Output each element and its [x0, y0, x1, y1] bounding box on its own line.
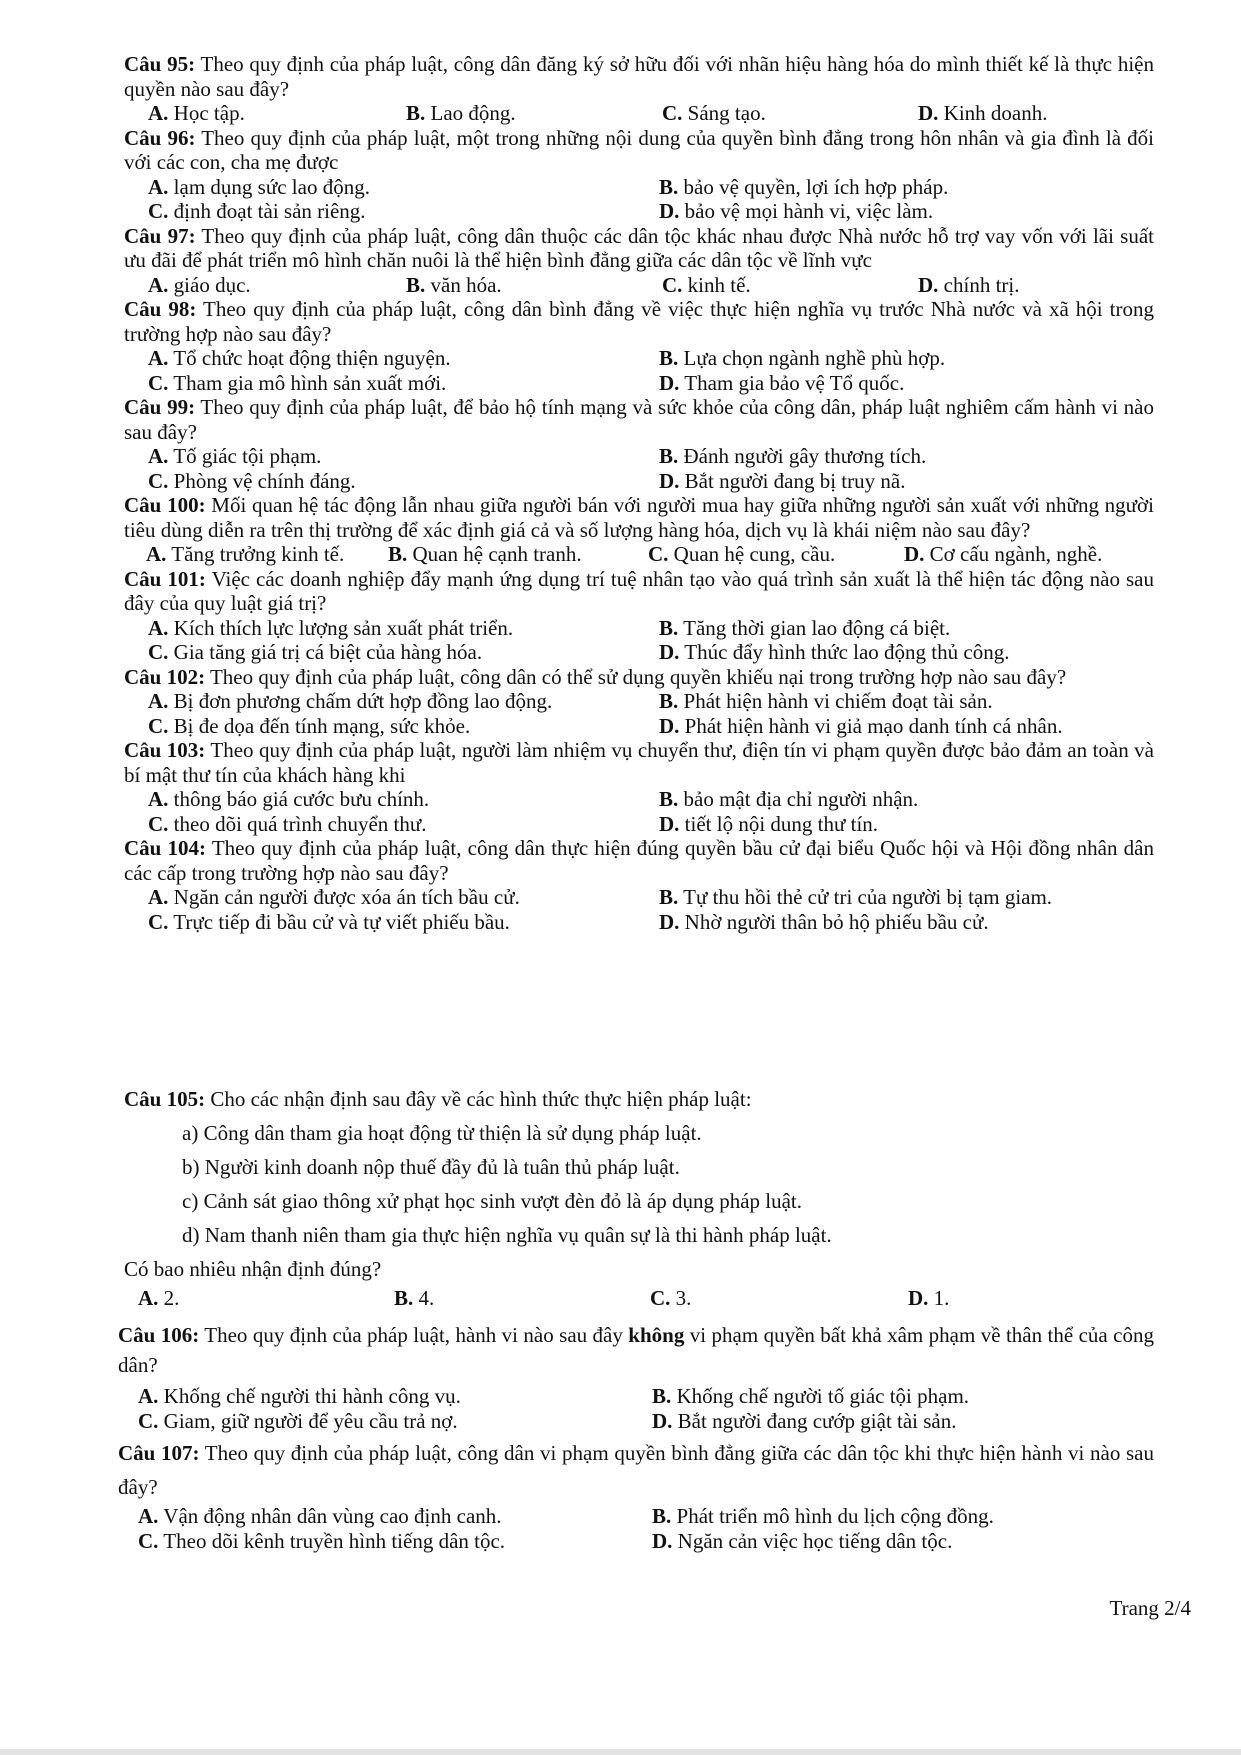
statement-d: d) Nam thanh niên tham gia thực hiện nghĩa vụ quân sự là thi hành pháp luật. — [182, 1223, 832, 1247]
option-text: Phát hiện hành vi chiếm đoạt tài sản. — [678, 689, 993, 713]
option-text: 4. — [413, 1286, 435, 1310]
option-text: bảo vệ quyền, lợi ích hợp pháp. — [678, 174, 949, 199]
question-stem — [124, 738, 1154, 787]
option-letter: C. — [138, 1528, 159, 1553]
option-text: Bắt người đang cướp giật tài sản. — [672, 1408, 957, 1433]
question-105 — [124, 1082, 1154, 1311]
answer-options — [124, 175, 1154, 224]
option-a[interactable] — [148, 885, 659, 910]
option-letter: B. — [659, 615, 679, 640]
option-c[interactable] — [138, 1529, 652, 1554]
option-text: Phát hiện hành vi giả mạo danh tính cá nhân. — [679, 713, 1063, 738]
option-letter: D. — [659, 640, 680, 664]
option-letter: B. — [652, 1384, 672, 1408]
question-text: Cho các nhận định sau đây về các hình thức thực hiện pháp luật: — [205, 1087, 752, 1111]
option-text: Phát triển mô hình du lịch cộng đồng. — [671, 1504, 994, 1528]
option-text: thông báo giá cước bưu chính. — [168, 787, 430, 811]
option-b[interactable] — [659, 444, 1178, 469]
option-c[interactable] — [650, 1286, 908, 1311]
statement-c: c) Cảnh sát giao thông xử phạt học sinh vượt đèn đỏ là áp dụng pháp luật. — [182, 1189, 803, 1213]
option-letter: A. — [148, 689, 169, 713]
option-d[interactable] — [904, 542, 1176, 567]
option-letter: B. — [659, 689, 679, 713]
option-letter: A. — [138, 1384, 159, 1408]
option-text: giáo dục. — [168, 272, 251, 297]
option-b[interactable] — [659, 346, 1178, 371]
option-a[interactable] — [138, 1384, 652, 1409]
option-letter: C. — [148, 811, 169, 836]
option-c[interactable] — [662, 273, 918, 298]
option-b[interactable] — [406, 273, 662, 298]
question-text: Theo quy định của pháp luật, người làm nhiệm vụ chuyển thư, điện tín vi phạm quyền được bảo đảm an toàn và bí mật thư tín của khách hàng khi — [124, 738, 1154, 787]
question-stem — [124, 297, 1154, 346]
option-text: Quan hệ cạnh tranh. — [407, 542, 582, 566]
option-letter: B. — [659, 787, 679, 811]
option-text: 3. — [670, 1286, 692, 1310]
question-text: Theo quy định của pháp luật, công dân bình đẳng về việc thực hiện nghĩa vụ trước Nhà nước và xã hội trong trường hợp nào sau đây? — [124, 297, 1154, 346]
option-b[interactable] — [659, 175, 1178, 200]
question-stem — [124, 395, 1154, 444]
question-stem — [124, 493, 1154, 542]
option-letter: B. — [406, 101, 426, 125]
option-letter: D. — [908, 1286, 929, 1310]
option-text: định đoạt tài sản riêng. — [168, 199, 366, 223]
option-text: Quan hệ cung, cầu. — [668, 542, 836, 566]
option-d[interactable] — [659, 640, 1178, 665]
option-text: Giam, giữ người để yêu cầu trả nợ. — [158, 1408, 458, 1433]
option-text: Gia tăng giá trị cá biệt của hàng hóa. — [168, 640, 483, 664]
option-letter: C. — [148, 199, 169, 223]
option-c[interactable] — [648, 542, 904, 567]
question-101 — [124, 567, 1154, 665]
option-text: Bị đe dọa đến tính mạng, sức khỏe. — [168, 713, 471, 738]
option-c[interactable] — [148, 910, 659, 935]
option-text: Nhờ người thân bỏ hộ phiếu bầu cử. — [679, 909, 989, 934]
option-text: Phòng vệ chính đáng. — [168, 468, 356, 493]
question-text: Theo quy định của pháp luật, để bảo hộ tính mạng và sức khỏe của công dân, pháp luật nghiêm cấm hành vi nào sau đây? — [124, 395, 1154, 444]
option-letter: B. — [394, 1286, 414, 1310]
option-b[interactable] — [388, 542, 648, 567]
option-c[interactable] — [148, 812, 659, 837]
option-letter: D. — [652, 1528, 673, 1553]
option-letter: B. — [406, 272, 426, 297]
option-a[interactable] — [148, 175, 659, 200]
option-b[interactable] — [652, 1504, 1174, 1529]
question-number: Câu 95: — [124, 52, 196, 76]
page-number: Trang 2/4 — [1109, 1596, 1191, 1620]
question-text: Theo quy định của pháp luật, công dân có thể sử dụng quyền khiếu nại trong trường hợp nào sau đây? — [205, 664, 1067, 689]
option-letter: C. — [148, 468, 169, 493]
option-a[interactable] — [148, 444, 659, 469]
option-letter: D. — [659, 811, 680, 836]
answer-options — [124, 444, 1154, 493]
option-letter: C. — [662, 101, 683, 125]
option-text: Tố giác tội phạm. — [168, 444, 322, 468]
option-letter: D. — [659, 370, 680, 395]
option-b[interactable] — [652, 1384, 1174, 1409]
question-prompt: Có bao nhiêu nhận định đúng? — [124, 1257, 382, 1281]
option-b[interactable] — [406, 101, 662, 126]
option-c[interactable] — [148, 469, 659, 494]
option-text: Sáng tạo. — [682, 101, 766, 125]
question-96 — [124, 126, 1154, 224]
question-text: Việc các doanh nghiệp đẩy mạnh ứng dụng trí tuệ nhân tạo vào quá trình sản xuất là thể hiện tác động nào sau đây của quy luật giá trị? — [124, 566, 1154, 615]
option-letter: D. — [659, 199, 680, 223]
question-text: Theo quy định của pháp luật, công dân vi phạm quyền bình đẳng giữa các dân tộc khi thực hiện hành vi nào sau đây? — [118, 1441, 1154, 1499]
option-text: Trực tiếp đi bầu cử và tự viết phiếu bầu. — [168, 909, 510, 934]
option-text: 2. — [158, 1286, 180, 1310]
answer-options — [124, 689, 1154, 738]
option-c[interactable] — [148, 640, 659, 665]
question-number: Câu 98: — [124, 297, 197, 321]
option-letter: B. — [659, 885, 679, 909]
option-c[interactable] — [148, 714, 659, 739]
question-number: Câu 104: — [124, 836, 207, 860]
question-text-after: vi phạm quyền bất khả xâm phạm về thân thể của công dân? — [118, 1323, 1154, 1377]
question-number: Câu 102: — [124, 664, 206, 689]
option-d[interactable] — [659, 714, 1178, 739]
option-text: theo dõi quá trình chuyển thư. — [168, 811, 427, 836]
option-text: bảo vệ mọi hành vi, việc làm. — [679, 199, 934, 223]
statement-a: a) Công dân tham gia hoạt động từ thiện là sử dụng pháp luật. — [182, 1121, 702, 1145]
option-letter: C. — [148, 909, 169, 934]
option-text: 1. — [928, 1286, 950, 1310]
option-letter: A. — [148, 885, 169, 909]
option-d[interactable] — [659, 199, 1178, 224]
option-a[interactable] — [148, 787, 659, 812]
option-letter: C. — [148, 370, 169, 395]
option-text: Tổ chức hoạt động thiện nguyện. — [168, 346, 451, 370]
option-d[interactable] — [659, 371, 1178, 396]
question-stem — [124, 567, 1154, 616]
option-text: Lựa chọn ngành nghề phù hợp. — [678, 346, 946, 370]
answer-options — [124, 616, 1154, 665]
option-letter: C. — [138, 1408, 159, 1433]
answer-options — [124, 273, 1154, 298]
question-number: Câu 105: — [124, 1087, 206, 1111]
option-letter: A. — [138, 1504, 159, 1528]
question-stem — [124, 52, 1154, 101]
option-text: Bắt người đang bị truy nã. — [679, 468, 906, 493]
answer-options — [124, 1286, 1154, 1311]
option-text: Bị đơn phương chấm dứt hợp đồng lao động. — [168, 689, 553, 713]
option-letter: A. — [148, 615, 169, 640]
option-text: Cơ cấu ngành, nghề. — [924, 542, 1103, 566]
option-d[interactable] — [908, 1286, 1168, 1311]
option-letter: D. — [904, 542, 925, 566]
option-text: Ngăn cản việc học tiếng dân tộc. — [672, 1528, 953, 1553]
option-b[interactable] — [659, 689, 1178, 714]
option-letter: A. — [148, 444, 169, 468]
option-a[interactable] — [148, 689, 659, 714]
question-102 — [124, 665, 1154, 739]
question-number: Câu 106: — [118, 1323, 200, 1347]
option-text: Học tập. — [168, 101, 245, 125]
option-letter: A. — [148, 272, 169, 297]
option-d[interactable] — [918, 273, 1178, 298]
option-letter: C. — [648, 542, 669, 566]
option-text: Lao động. — [425, 101, 516, 125]
option-a[interactable] — [148, 101, 406, 126]
question-number: Câu 107: — [118, 1441, 200, 1465]
option-a[interactable] — [148, 273, 406, 298]
option-text: Tham gia bảo vệ Tổ quốc. — [679, 370, 905, 395]
question-97 — [124, 224, 1154, 298]
option-text: Tham gia mô hình sản xuất mới. — [168, 370, 447, 395]
question-stem — [124, 665, 1154, 690]
option-letter: D. — [652, 1408, 673, 1433]
option-text: Khống chế người tố giác tội phạm. — [671, 1384, 970, 1408]
option-d[interactable] — [652, 1409, 1174, 1434]
question-text: Theo quy định của pháp luật, công dân thực hiện đúng quyền bầu cử đại biểu Quốc hội và Hội đồng nhân dân các cấp trong trường hợp nào sau đây? — [124, 836, 1154, 885]
option-text: Đánh người gây thương tích. — [678, 444, 927, 468]
option-a[interactable] — [148, 346, 659, 371]
option-letter: A. — [148, 174, 169, 199]
option-text: kinh tế. — [682, 272, 751, 297]
option-letter: B. — [659, 444, 679, 468]
option-text: Tăng trưởng kinh tế. — [166, 542, 345, 566]
option-letter: A. — [138, 1286, 159, 1310]
answer-options — [124, 101, 1154, 126]
option-letter: C. — [148, 640, 169, 664]
question-99 — [124, 395, 1154, 493]
option-text: chính trị. — [938, 272, 1020, 297]
answer-options — [124, 787, 1154, 836]
option-letter: B. — [388, 542, 408, 566]
option-letter: C. — [650, 1286, 671, 1310]
option-letter: D. — [918, 101, 939, 125]
option-letter: B. — [652, 1504, 672, 1528]
question-stem — [124, 224, 1154, 273]
question-stem — [124, 836, 1154, 885]
option-b[interactable] — [659, 787, 1178, 812]
option-text: bảo mật địa chỉ người nhận. — [678, 787, 919, 811]
question-text: Theo quy định của pháp luật, công dân thuộc các dân tộc khác nhau được Nhà nước hỗ trợ vay vốn với lãi suất ưu đãi để phát triển mô hình chăn nuôi là thể hiện bình đẳng giữa các dân tộc về lĩnh vực — [124, 223, 1154, 272]
option-d[interactable] — [652, 1529, 1174, 1554]
option-letter: D. — [659, 713, 680, 738]
question-106 — [118, 1320, 1154, 1433]
option-text: Tăng thời gian lao động cá biệt. — [678, 615, 951, 640]
question-text-before: Theo quy định của pháp luật, hành vi nào sau đây — [199, 1323, 629, 1347]
scan-edge-divider — [0, 1749, 1241, 1755]
question-text: Theo quy định của pháp luật, công dân đăng ký sở hữu đối với nhãn hiệu hàng hóa do mình thiết kế là thực hiện quyền nào sau đây? — [124, 52, 1155, 101]
option-a[interactable] — [148, 616, 659, 641]
answer-options — [124, 346, 1154, 395]
answer-options — [118, 1504, 1154, 1553]
option-letter: D. — [659, 909, 680, 934]
question-list — [124, 52, 1154, 934]
option-c[interactable] — [148, 199, 659, 224]
question-95 — [124, 52, 1154, 126]
answer-options — [124, 542, 1154, 567]
option-text: tiết lộ nội dung thư tín. — [679, 811, 879, 836]
question-text: Theo quy định của pháp luật, một trong những nội dung của quyền bình đẳng trong hôn nhân và gia đình là đối với các con, cha mẹ được — [124, 125, 1154, 174]
option-b[interactable] — [659, 885, 1178, 910]
option-d[interactable] — [659, 812, 1178, 837]
option-text: lạm dụng sức lao động. — [168, 174, 370, 199]
option-letter: A. — [148, 346, 169, 370]
question-number: Câu 99: — [124, 395, 196, 419]
question-100 — [124, 493, 1154, 567]
question-stem — [124, 126, 1154, 175]
option-text: Vận động nhân dân vùng cao định canh. — [158, 1504, 502, 1528]
option-d[interactable] — [918, 101, 1178, 126]
option-text: Ngăn cản người được xóa án tích bầu cử. — [168, 885, 520, 909]
question-number: Câu 100: — [124, 493, 206, 517]
question-107 — [118, 1436, 1154, 1553]
option-c[interactable] — [138, 1409, 652, 1434]
option-text: Khống chế người thi hành công vụ. — [158, 1384, 461, 1408]
question-104 — [124, 836, 1154, 934]
option-a[interactable] — [146, 542, 388, 567]
option-text: Tự thu hồi thẻ cử tri của người bị tạm giam. — [678, 885, 1053, 909]
option-a[interactable] — [138, 1504, 652, 1529]
question-number: Câu 97: — [124, 223, 196, 248]
option-text: Kinh doanh. — [938, 101, 1048, 125]
answer-options — [124, 885, 1154, 934]
option-text: văn hóa. — [425, 272, 502, 297]
option-letter: A. — [146, 542, 167, 566]
option-letter: A. — [148, 787, 169, 811]
option-letter: C. — [148, 713, 169, 738]
option-letter: B. — [659, 346, 679, 370]
option-d[interactable] — [659, 469, 1178, 494]
option-c[interactable] — [662, 101, 918, 126]
option-letter: D. — [659, 468, 680, 493]
option-letter: C. — [662, 272, 683, 297]
option-letter: B. — [659, 174, 679, 199]
option-d[interactable] — [659, 910, 1178, 935]
option-text: Kích thích lực lượng sản xuất phát triển. — [168, 615, 514, 640]
option-text: Thúc đẩy hình thức lao động thủ công. — [679, 640, 1010, 664]
option-b[interactable] — [659, 616, 1178, 641]
question-98 — [124, 297, 1154, 395]
option-b[interactable] — [394, 1286, 650, 1311]
emphasis-word: không — [628, 1323, 685, 1347]
option-c[interactable] — [148, 371, 659, 396]
question-text: Mối quan hệ tác động lẫn nhau giữa người bán với người mua hay giữa những người sản xuất với những người tiêu dùng diễn ra trên thị trường để xác định giá cả và số lượng hàng hóa, dịch vụ là khái niệm nào sau đây? — [124, 493, 1154, 542]
option-text: Theo dõi kênh truyền hình tiếng dân tộc. — [158, 1528, 506, 1553]
option-a[interactable] — [138, 1286, 394, 1311]
question-number: Câu 103: — [124, 738, 206, 762]
option-letter: A. — [148, 101, 169, 125]
question-103 — [124, 738, 1154, 836]
question-number: Câu 96: — [124, 125, 196, 150]
statement-b: b) Người kinh doanh nộp thuế đầy đủ là tuân thủ pháp luật. — [182, 1155, 680, 1179]
question-number: Câu 101: — [124, 566, 206, 591]
option-letter: D. — [918, 272, 939, 297]
answer-options — [118, 1384, 1154, 1433]
